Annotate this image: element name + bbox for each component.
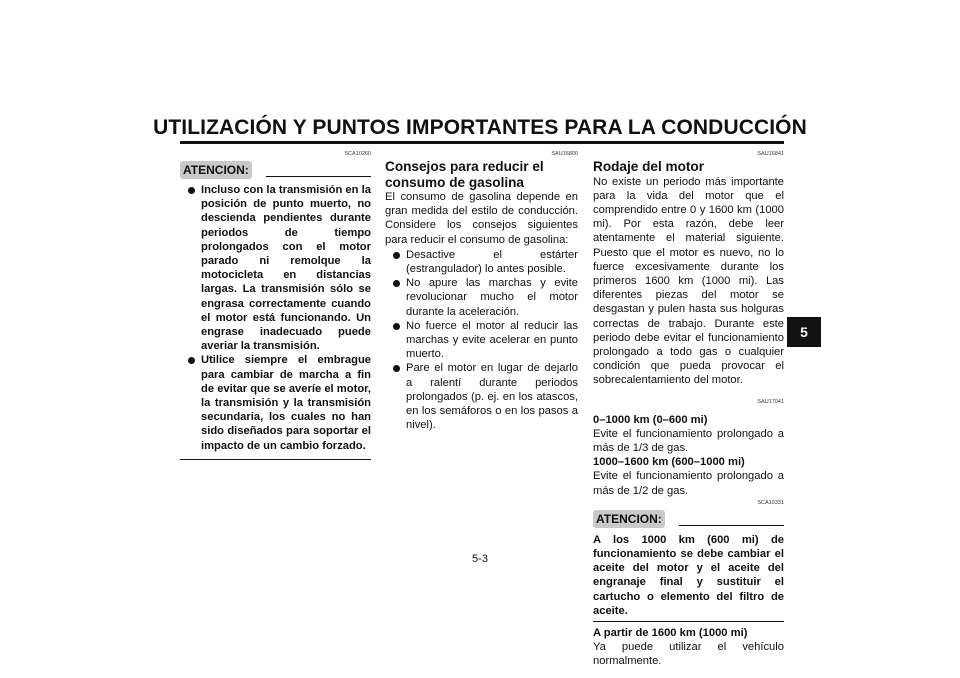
bullet-text: No apure las marchas y evite revolucionar mucho el motor durante la aceleración. xyxy=(406,277,578,318)
break-in-paragraph: No existe un periodo más importante para la vida del motor que el comprendido entre 0 y 1600 km (1000 mi). Por esta razón, debe leer atentamente el material siguiente. Puesto que el motor es nuevo, no lo fuerce excesivamente durante los primeros 1600 km (1000 mi). Las diferentes piezas del motor se desgastan y pulen hasta sus holguras correctas de trabajo. Durante este periodo debe evitar el funcionamiento prolongado a todo gas o cualquier condición que pueda provocar el sobrecalentamiento del motor. xyxy=(593,175,784,387)
intro-paragraph: El consumo de gasolina depende en gran medida del estilo de conducción. Considere los consejos siguientes para reducir el consumo de gasolina: xyxy=(385,191,578,246)
range-text: Evite el funcionamiento prolongado a más de 1/3 de gas. xyxy=(593,427,784,454)
list-item xyxy=(385,276,578,319)
bullet-text: Incluso con la transmisión en la posición de punto muerto, no descienda pendientes durante periodos de tiempo prolongados con el motor parado ni remolque la motocicleta en distancias largas. La transmisión sólo se engrasa correctamente cuando el motor está funcionando. Un engrase inadecuado puede averiar la transmisión. xyxy=(201,184,371,353)
tips-bullet-list xyxy=(385,248,578,433)
column-right xyxy=(593,150,784,669)
reference-code: SAU16800 xyxy=(551,151,578,157)
bullet-icon xyxy=(393,365,400,372)
atencion-header xyxy=(180,161,371,179)
list-item xyxy=(385,319,578,362)
atencion-bullet-list xyxy=(180,183,371,453)
reference-code: SAU17041 xyxy=(757,398,784,405)
bullet-text: Desactive el estárter (estrangulador) lo antes posible. xyxy=(406,248,578,276)
atencion-header xyxy=(593,510,784,528)
bullet-icon xyxy=(393,280,400,287)
range-text: Evite el funcionamiento prolongado a más de 1/2 de gas. xyxy=(593,470,784,497)
atencion-rule xyxy=(266,176,371,177)
reference-code: SAU16841 xyxy=(757,151,784,157)
range-heading: 0–1000 km (0–600 mi) xyxy=(593,413,708,426)
bullet-text: No fuerce el motor al reducir las marchas y evite acelerar en punto muerto. xyxy=(406,319,578,361)
atencion-text: A los 1000 km (600 mi) de funcionamiento se debe cambiar el aceite del motor y el aceite del engranaje final y sustituir el cartucho o elemento del filtro de aceite. xyxy=(593,533,784,617)
atencion-label: ATENCION: xyxy=(180,161,252,179)
section-title: Rodaje del motor xyxy=(593,159,705,174)
range-heading: A partir de 1600 km (1000 mi) xyxy=(593,626,748,639)
range-text: Ya puede utilizar el vehículo normalmente. xyxy=(593,641,784,668)
range-heading: 1000–1600 km (600–1000 mi) xyxy=(593,456,745,469)
list-item xyxy=(180,353,371,452)
reference-code: SCA10331 xyxy=(757,499,784,506)
bullet-icon xyxy=(188,357,195,364)
list-item xyxy=(180,183,371,353)
atencion-rule xyxy=(679,525,784,526)
atencion-end-rule xyxy=(180,459,371,460)
atencion-label: ATENCION: xyxy=(593,510,665,528)
bullet-icon xyxy=(393,323,400,330)
bullet-text: Pare el motor en lugar de dejarlo a ralentí durante periodos prolongados (p. ej. en los atascos, en los semáforos o en los pasos a nivel). xyxy=(406,362,578,432)
header-rule xyxy=(180,141,784,144)
column-left xyxy=(180,150,371,460)
bullet-icon xyxy=(188,187,195,194)
list-item xyxy=(385,361,578,432)
bullet-text: Utilice siempre el embrague para cambiar de marcha a fin de evitar que se averíe el motor, la transmisión y la transmisión secundaria, los cuales no han sido diseñados para soportar el impacto de un cambio forzado. xyxy=(201,354,371,452)
column-middle xyxy=(385,150,578,432)
reference-code: SCA10260 xyxy=(344,151,371,157)
section-title: Consejos para reducir el consumo de gasolina xyxy=(385,159,544,190)
page-number: 5-3 xyxy=(472,553,488,565)
bullet-icon xyxy=(393,252,400,259)
atencion-end-rule xyxy=(593,621,784,622)
list-item xyxy=(385,248,578,276)
chapter-tab: 5 xyxy=(787,317,821,347)
page-header-title: UTILIZACIÓN Y PUNTOS IMPORTANTES PARA LA CONDUCCIÓN xyxy=(153,116,807,139)
